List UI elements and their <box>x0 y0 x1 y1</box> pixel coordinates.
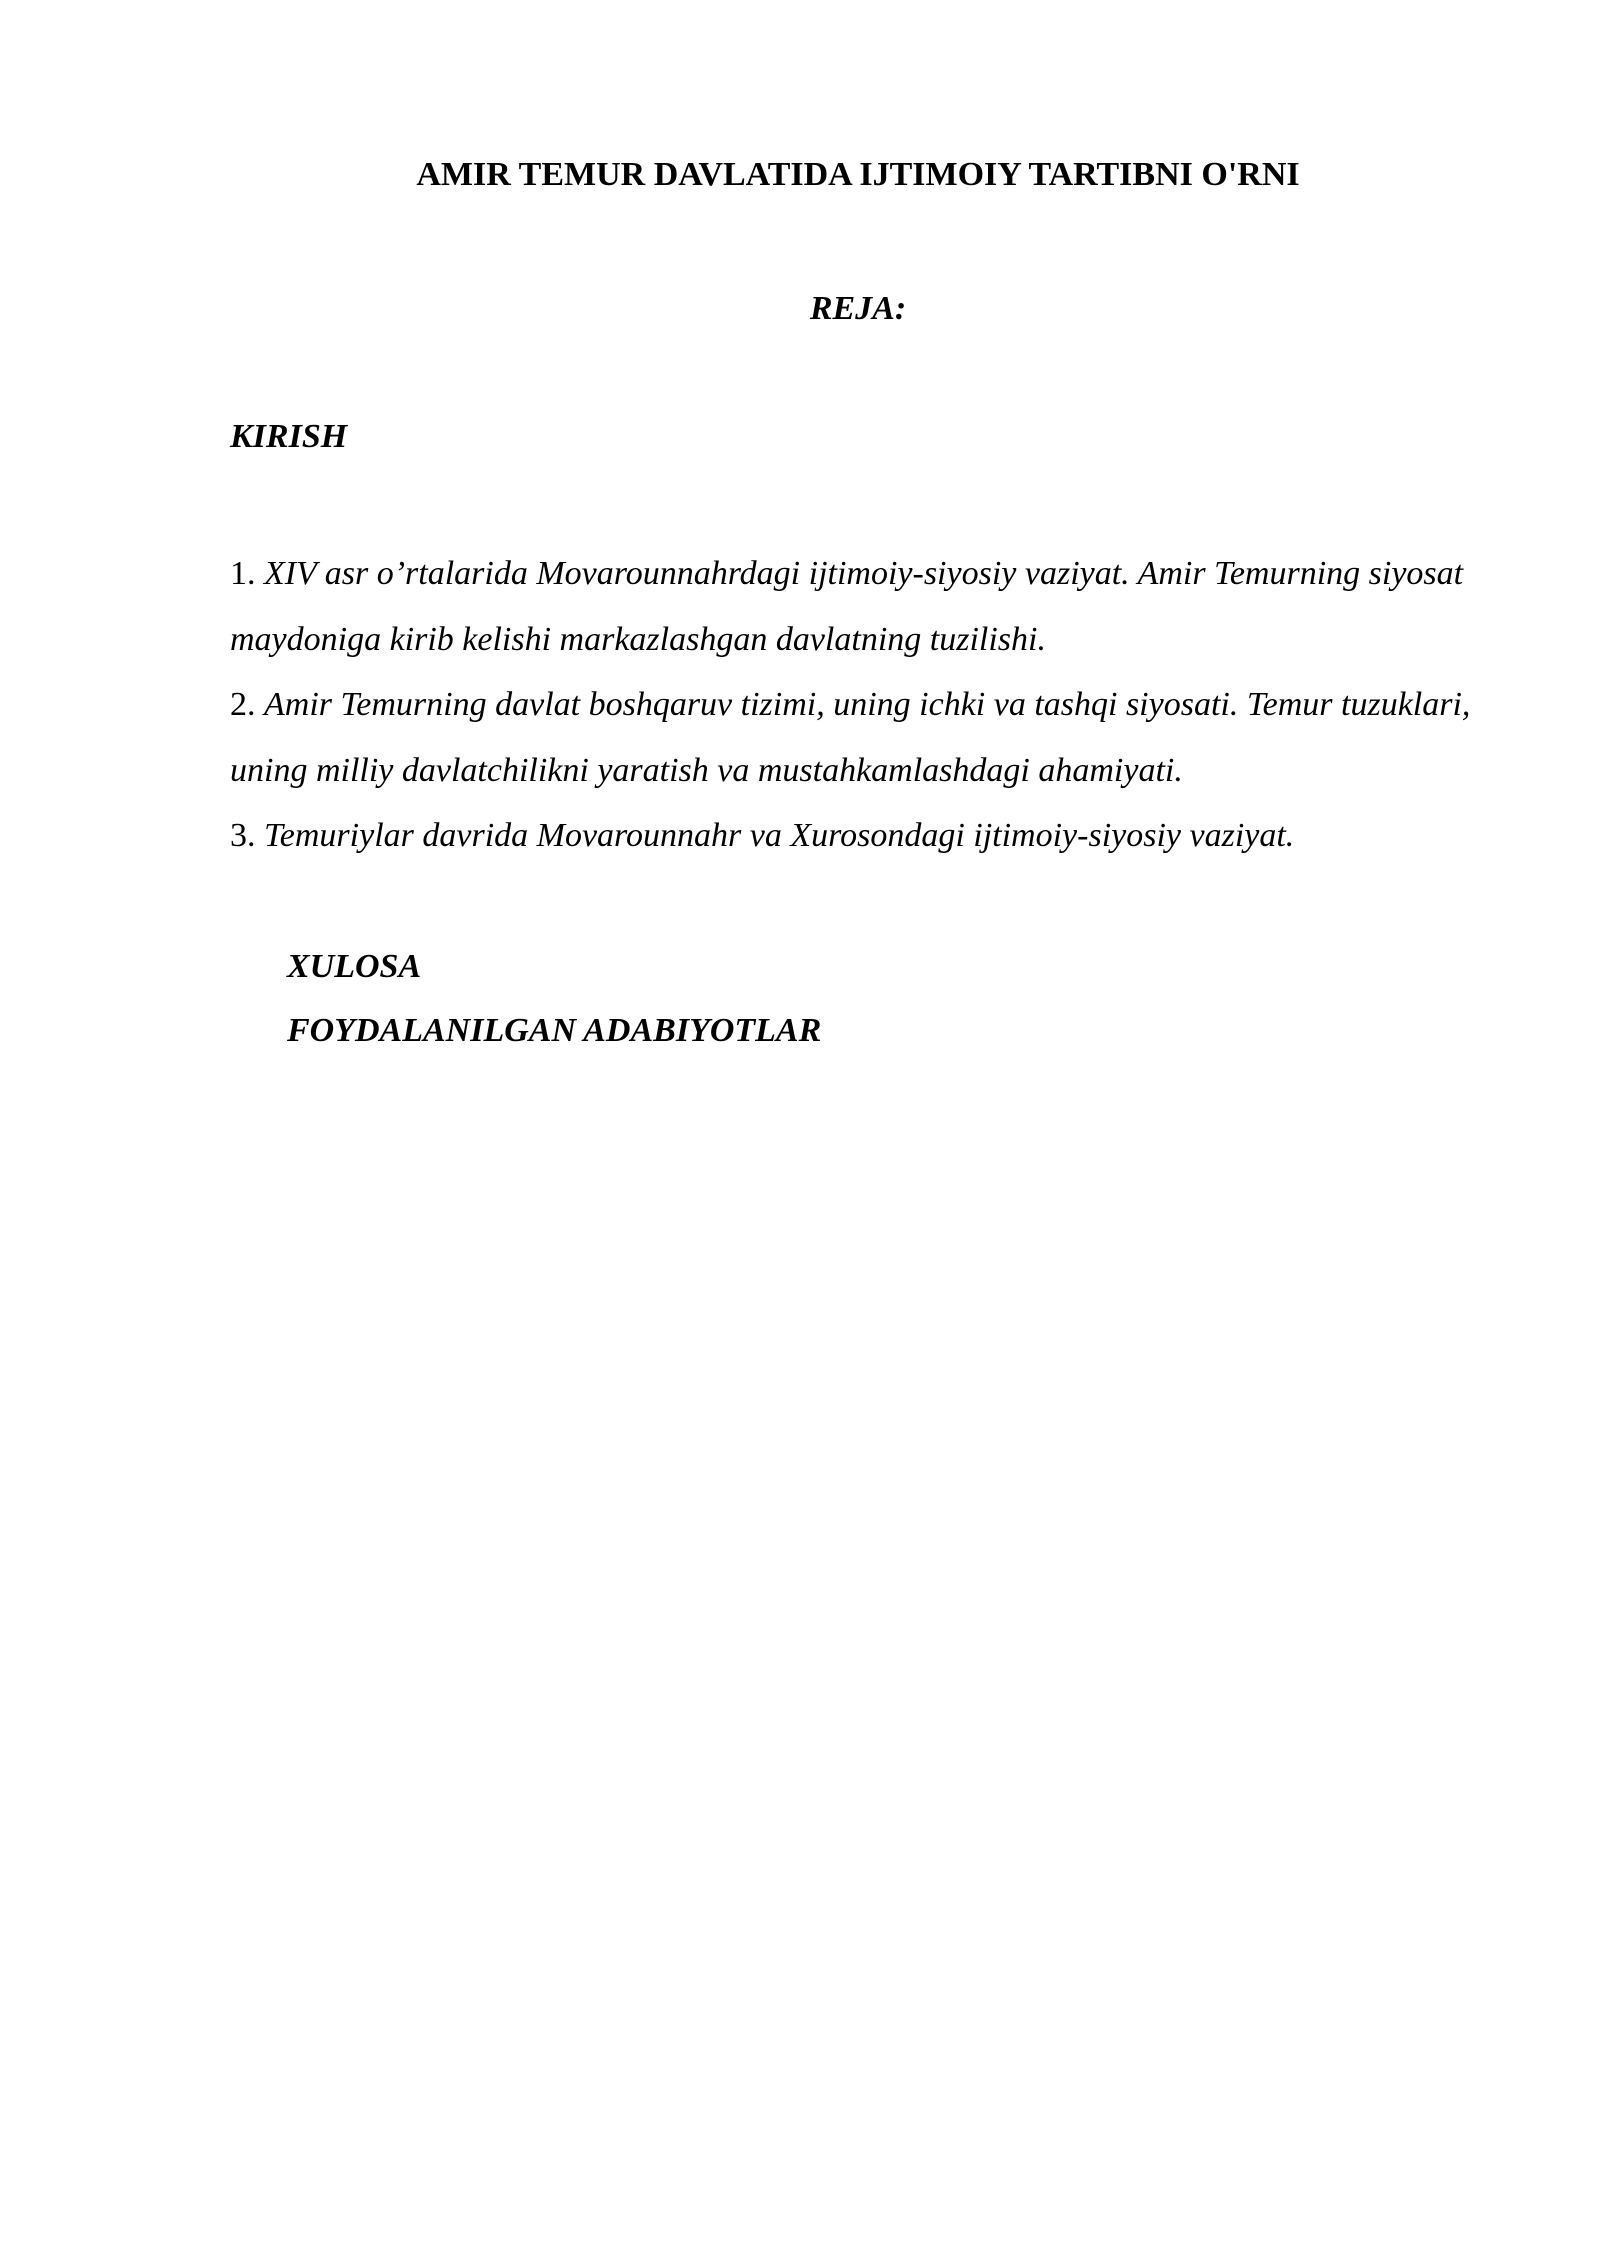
plan-heading: REJA: <box>809 290 907 327</box>
intro-heading: KIRISH <box>230 418 348 455</box>
closing-sections <box>287 935 821 1063</box>
plan-item-3 <box>230 803 1490 869</box>
plan-list <box>230 541 1490 869</box>
plan-item-1 <box>230 541 1490 672</box>
conclusion-heading: XULOSA <box>287 948 422 985</box>
references-heading: FOYDALANILGAN ADABIYOTLAR <box>287 1012 822 1049</box>
plan-item-text: Temuriylar davrida Movarounnahr va Xurosondagi ijtimoiy-siyosiy vaziyat. <box>264 817 1295 854</box>
document-title: AMIR TEMUR DAVLATIDA IJTIMOIY TARTIBNI O'RNI <box>416 156 1300 193</box>
plan-item-text: XIV asr o’rtalarida Movarounnahrdagi ijtimoiy-siyosiy vaziyat. Amir Temurning siyosat maydoniga kirib kelishi markazlashgan davlatning tuzilishi. <box>230 555 1464 658</box>
plan-item-number: 3. <box>230 817 256 854</box>
plan-item-number: 2. <box>230 686 256 723</box>
plan-item-number: 1. <box>230 555 256 592</box>
plan-item-2 <box>230 672 1490 803</box>
plan-item-text: Amir Temurning davlat boshqaruv tizimi, uning ichki va tashqi siyosati. Temur tuzuklari, uning milliy davlatchilikni yaratish va mustahkamlashdagi ahamiyati. <box>230 686 1471 789</box>
